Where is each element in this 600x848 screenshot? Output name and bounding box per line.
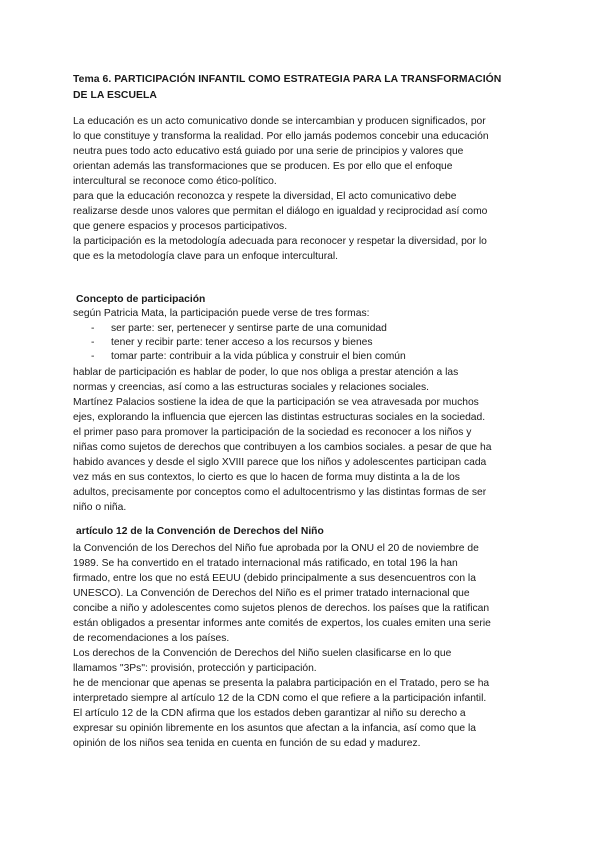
section1-line: vez más en sus contextos, lo cierto es que lo hacen de forma muy distinta a la de los — [73, 472, 460, 483]
intro-line: intercultural se reconoce como ético-político. — [73, 176, 277, 187]
section1-line: niño o niña. — [73, 502, 127, 513]
document-title-line-1: Tema 6. PARTICIPACIÓN INFANTIL COMO ESTRATEGIA PARA LA TRANSFORMACIÓN — [73, 74, 502, 85]
bullet-marker: - — [91, 351, 95, 362]
section1-line: el primer paso para promover la participación de la sociedad es reconocer a los niños y — [73, 427, 472, 438]
section2-line: la Convención de los Derechos del Niño fue aprobada por la ONU el 20 de noviembre de — [73, 543, 479, 554]
section1-line: adultos, precisamente por conceptos como el adultocentrismo y las distintas formas de ser — [73, 487, 487, 498]
section2-line: están obligados a presentar informes ante comités de expertos, los cuales emiten una serie — [73, 618, 491, 629]
section2-line: llamamos "3Ps": provisión, protección y participación. — [73, 663, 317, 674]
section2-line: expresar su opinión libremente en los asuntos que afectan a la infancia, así como que la — [73, 723, 476, 734]
intro-line: La educación es un acto comunicativo donde se intercambian y producen significados, por — [73, 116, 486, 127]
section2-line: he de mencionar que apenas se presenta la palabra participación en el Tratado, pero se ha — [73, 678, 490, 689]
bullet-item: tener y recibir parte: tener acceso a los recursos y bienes — [111, 337, 373, 348]
section2-line: concibe a niño y adolescentes como sujetos plenos de derechos. los países que la ratifican — [73, 603, 490, 614]
bullet-marker: - — [91, 337, 95, 348]
document-title-line-2: DE LA ESCUELA — [73, 90, 157, 101]
intro-line: orientan además las transformaciones que se producen. Es por ello que el enfoque — [73, 161, 453, 172]
section2-line: interpretado siempre al artículo 12 de la CDN como el que refiere a la participación infantil. — [73, 693, 487, 704]
section1-line: niñas como sujetos de derechos que contribuyen a los cambios sociales. a pesar de que ha — [73, 442, 492, 453]
intro-line: realizarse desde unos valores que permitan el diálogo en igualdad y reciprocidad así como — [73, 206, 488, 217]
section2-line: UNESCO). La Convención de Derechos del Niño es el primer tratado internacional que — [73, 588, 470, 599]
section1-line: normas y creencias, así como a las estructuras sociales y relaciones sociales. — [73, 382, 429, 393]
section-heading-article-12: artículo 12 de la Convención de Derechos del Niño — [76, 526, 324, 537]
section2-line: opinión de los niños sea tenida en cuenta en función de su edad y madurez. — [73, 738, 421, 749]
bullet-item: ser parte: ser, pertenecer y sentirse parte de una comunidad — [111, 323, 387, 334]
section2-line: firmado, entre los que no está EEUU (debido principalmente a sus desencuentros con la — [73, 573, 476, 584]
section-heading-participation: Concepto de participación — [76, 294, 206, 305]
bullet-item: tomar parte: contribuir a la vida pública y construir el bien común — [111, 351, 406, 362]
section2-line: El artículo 12 de la CDN afirma que los estados deben garantizar al niño su derecho a — [73, 708, 466, 719]
section2-line: de recomendaciones a los países. — [73, 633, 230, 644]
section1-line: Martínez Palacios sostiene la idea de que la participación se vea atravesada por muchos — [73, 397, 479, 408]
intro-line: neutra pues todo acto educativo está guiado por una serie de principios y valores que — [73, 146, 464, 157]
intro-line: que genere espacios y procesos participativos. — [73, 221, 288, 232]
intro-line: la participación es la metodología adecuada para reconocer y respetar la diversidad, por lo — [73, 236, 487, 247]
section2-line: 1989. Se ha convertido en el tratado internacional más ratificado, en total 196 la han — [73, 558, 458, 569]
section1-line: habido avances y desde el siglo XVIII parece que los niños y adolescentes participan cada — [73, 457, 487, 468]
section1-lead: según Patricia Mata, la participación puede verse de tres formas: — [73, 308, 370, 319]
bullet-marker: - — [91, 323, 95, 334]
section1-line: hablar de participación es hablar de poder, lo que nos obliga a prestar atención a las — [73, 367, 459, 378]
intro-line: que es la metodología clave para un enfoque intercultural. — [73, 251, 339, 262]
section1-line: ejes, explorando la influencia que ejercen las distintas estructuras sociales en la sociedad. — [73, 412, 486, 423]
intro-line: lo que constituye y transforma la realidad. Por ello jamás podemos concebir una educación — [73, 131, 489, 142]
intro-line: para que la educación reconozca y respete la diversidad, El acto comunicativo debe — [73, 191, 457, 202]
section2-line: Los derechos de la Convención de Derechos del Niño suelen clasificarse en lo que — [73, 648, 452, 659]
